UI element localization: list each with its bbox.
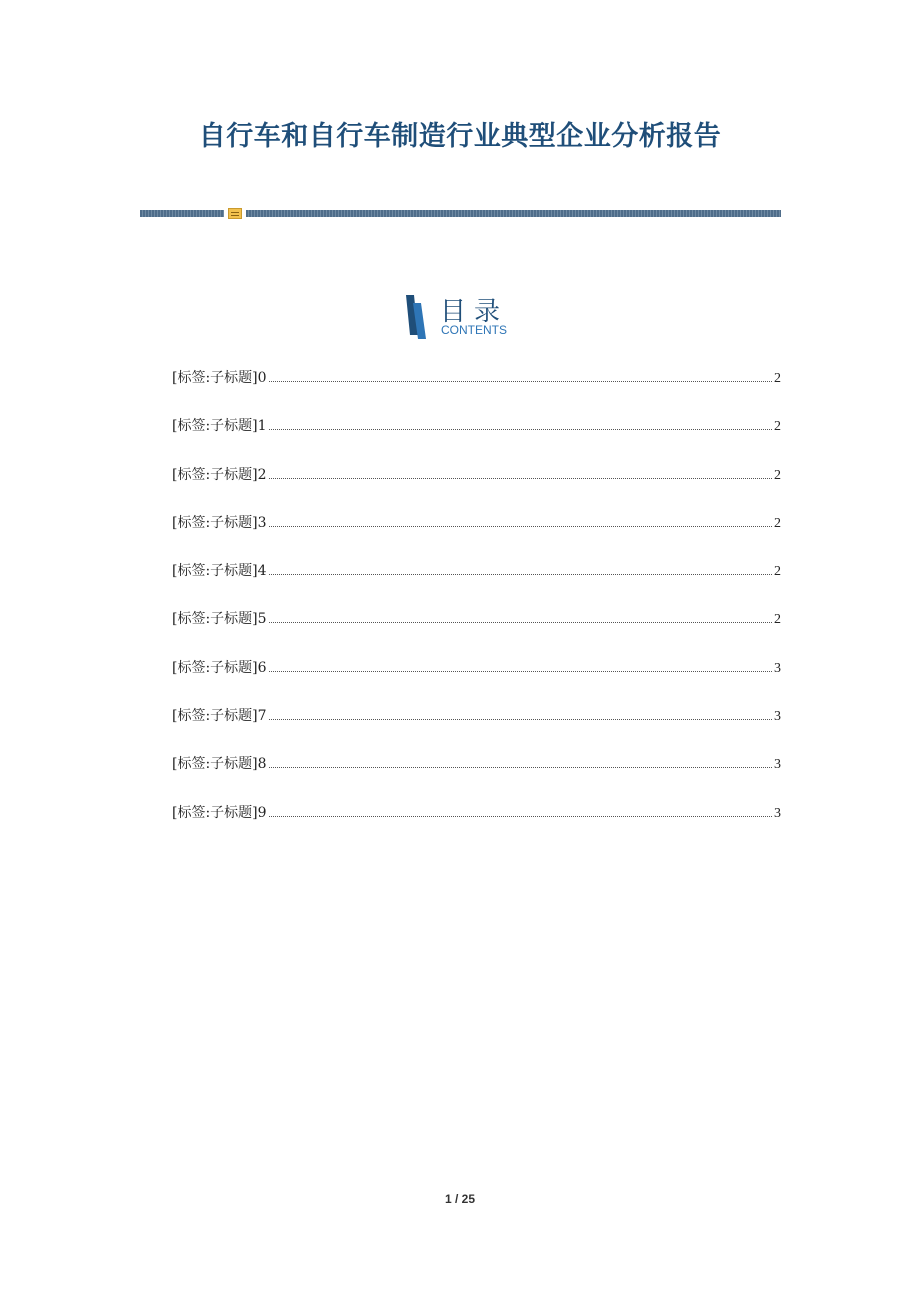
toc-dot-leader [269,755,772,769]
toc-entry-page: 2 [774,612,781,628]
toc-entry-label: [标签:子标题]9 [172,804,267,821]
toc-entry-label: [标签:子标题]6 [172,659,267,676]
page-indicator: 1 / 25 [444,1192,476,1206]
toc-entry-label: [标签:子标题]8 [172,756,267,773]
document-badge-icon [228,208,242,219]
toc-title: 目录 [440,297,509,327]
toc-entry-page: 3 [774,660,781,676]
toc-title-en: CONTENTS [441,323,507,337]
toc-entry[interactable] [172,657,781,705]
header-rule [140,208,781,219]
table-of-contents [172,367,781,850]
toc-dot-leader [269,562,772,576]
toc-entry-label: [标签:子标题]2 [172,466,267,483]
toc-entry-page: 2 [774,515,781,531]
toc-dot-leader [269,803,772,817]
toc-dot-leader [269,706,772,720]
toc-entry-page: 3 [774,805,781,821]
toc-entry-label: [标签:子标题]7 [172,708,267,725]
toc-entry[interactable] [172,705,781,753]
toc-entry-label: [标签:子标题]1 [172,418,267,435]
toc-dot-leader [269,610,772,624]
toc-entry-page: 2 [774,564,781,580]
toc-entry[interactable] [172,464,781,512]
toc-entry[interactable] [172,367,781,415]
toc-entry-page: 2 [774,467,781,483]
toc-entry-label: [标签:子标题]0 [172,370,267,386]
toc-entry[interactable] [172,802,781,850]
toc-dot-leader [269,513,772,527]
toc-dot-leader [269,417,772,431]
toc-entry-label: [标签:子标题]5 [172,611,267,628]
toc-dot-leader [269,658,772,672]
toc-entry-label: [标签:子标题]4 [172,563,267,580]
toc-entry-page: 3 [774,757,781,773]
toc-entry-page: 2 [774,371,781,386]
toc-entry-label: [标签:子标题]3 [172,514,267,531]
toc-entry[interactable] [172,608,781,656]
toc-heading [404,293,524,339]
toc-entry-page: 2 [774,419,781,435]
header-rule-left [140,210,224,217]
toc-entry-page: 3 [774,709,781,725]
toc-entry[interactable] [172,415,781,463]
toc-entry[interactable] [172,753,781,801]
toc-entry[interactable] [172,512,781,560]
header-rule-right [246,210,781,217]
toc-dot-leader [269,465,772,479]
toc-dot-leader [269,368,772,382]
toc-entry[interactable] [172,560,781,608]
toc-slash-icon [404,295,430,339]
document-title: 自行车和自行车制造行业典型企业分析报告 [198,121,722,152]
